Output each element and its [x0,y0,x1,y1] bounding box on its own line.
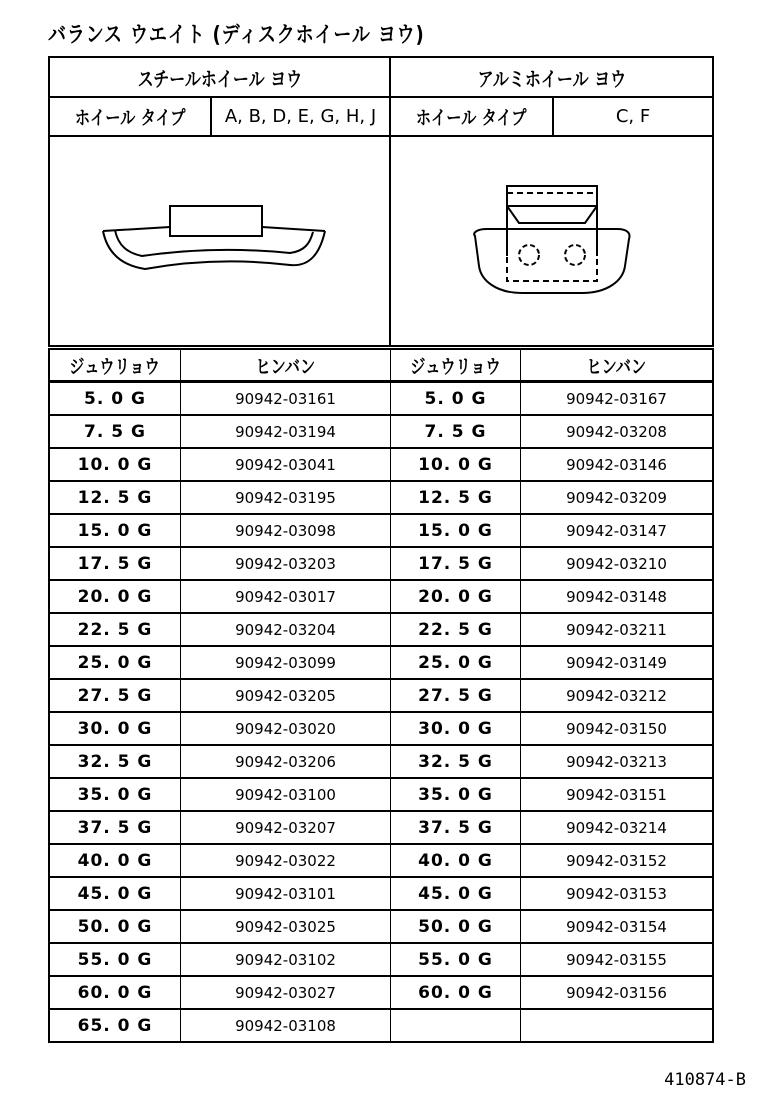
steel-weight-cell: 50. 0 G [49,910,181,943]
aluminum-wheel-header: アルミホイール ヨウ [390,57,713,97]
alu-part-number-cell: 90942-03147 [521,514,714,547]
column-header-alu-weight: ジュウリョウ [391,349,521,382]
steel-weight-cell: 35. 0 G [49,778,181,811]
steel-part-number-cell: 90942-03098 [181,514,391,547]
alu-weight-cell: 60. 0 G [391,976,521,1009]
alu-weight-cell: 37. 5 G [391,811,521,844]
steel-wheel-header: スチールホイール ヨウ [49,57,390,97]
alu-part-number-cell: 90942-03156 [521,976,714,1009]
alu-part-number-cell: 90942-03210 [521,547,714,580]
steel-weight-illustration-cell [49,136,390,346]
steel-weight-cell: 65. 0 G [49,1009,181,1042]
table-row [49,415,713,448]
alu-weight-cell: 30. 0 G [391,712,521,745]
steel-weight-cell: 25. 0 G [49,646,181,679]
steel-part-number-cell: 90942-03108 [181,1009,391,1042]
alloy-wheel-weight-icon [467,181,637,301]
alu-part-number-cell: 90942-03209 [521,481,714,514]
aluminum-type-label: ホイール タイプ [390,97,553,136]
steel-part-number-cell: 90942-03205 [181,679,391,712]
alu-weight-cell: 15. 0 G [391,514,521,547]
table-row [49,910,713,943]
column-header-steel-weight: ジュウリョウ [49,349,181,382]
steel-weight-cell: 17. 5 G [49,547,181,580]
document-id: 410874-B [664,1070,746,1090]
table-row [49,745,713,778]
alu-weight-cell: 7. 5 G [391,415,521,448]
steel-type-label: ホイール タイプ [49,97,211,136]
steel-weight-cell: 37. 5 G [49,811,181,844]
steel-weight-cell: 20. 0 G [49,580,181,613]
alu-weight-cell: 5. 0 G [391,382,521,416]
steel-weight-cell: 22. 5 G [49,613,181,646]
alu-weight-cell: 32. 5 G [391,745,521,778]
alu-part-number-cell: 90942-03212 [521,679,714,712]
alu-weight-cell: 45. 0 G [391,877,521,910]
table-row [49,712,713,745]
steel-part-number-cell: 90942-03025 [181,910,391,943]
steel-part-number-cell: 90942-03195 [181,481,391,514]
steel-weight-cell: 7. 5 G [49,415,181,448]
parts-table-header [49,349,713,382]
alu-weight-cell [391,1009,521,1042]
parts-table [48,348,714,1043]
table-row [49,448,713,481]
steel-part-number-cell: 90942-03020 [181,712,391,745]
alu-part-number-cell: 90942-03208 [521,415,714,448]
table-row [49,877,713,910]
column-header-steel-part-number: ヒンバン [181,349,391,382]
alu-part-number-cell: 90942-03148 [521,580,714,613]
steel-weight-cell: 12. 5 G [49,481,181,514]
steel-part-number-cell: 90942-03027 [181,976,391,1009]
alu-part-number-cell: 90942-03154 [521,910,714,943]
alu-part-number-cell: 90942-03155 [521,943,714,976]
alu-part-number-cell: 90942-03214 [521,811,714,844]
steel-type-value: A, B, D, E, G, H, J [211,97,390,136]
table-row [49,481,713,514]
steel-weight-cell: 40. 0 G [49,844,181,877]
alu-weight-cell: 22. 5 G [391,613,521,646]
steel-part-number-cell: 90942-03203 [181,547,391,580]
steel-part-number-cell: 90942-03017 [181,580,391,613]
alu-part-number-cell: 90942-03149 [521,646,714,679]
steel-weight-cell: 32. 5 G [49,745,181,778]
steel-weight-cell: 30. 0 G [49,712,181,745]
steel-part-number-cell: 90942-03099 [181,646,391,679]
steel-part-number-cell: 90942-03041 [181,448,391,481]
steel-part-number-cell: 90942-03207 [181,811,391,844]
alu-weight-cell: 27. 5 G [391,679,521,712]
steel-weight-cell: 10. 0 G [49,448,181,481]
alu-part-number-cell: 90942-03151 [521,778,714,811]
steel-weight-cell: 5. 0 G [49,382,181,416]
alu-weight-cell: 10. 0 G [391,448,521,481]
steel-part-number-cell: 90942-03206 [181,745,391,778]
alu-weight-cell: 25. 0 G [391,646,521,679]
table-row [49,943,713,976]
alu-part-number-cell [521,1009,714,1042]
table-row [49,844,713,877]
alu-part-number-cell: 90942-03211 [521,613,714,646]
alu-weight-cell: 17. 5 G [391,547,521,580]
alu-part-number-cell: 90942-03150 [521,712,714,745]
steel-weight-cell: 45. 0 G [49,877,181,910]
steel-part-number-cell: 90942-03194 [181,415,391,448]
table-row [49,1009,713,1042]
table-row [49,547,713,580]
table-row [49,976,713,1009]
steel-wheel-weight-icon [100,201,340,281]
table-row [49,382,713,416]
document-title: バランス ウエイト (ディスクホイール ヨウ) [48,23,425,48]
alu-part-number-cell: 90942-03167 [521,382,714,416]
table-row [49,613,713,646]
table-row [49,580,713,613]
table-row [49,514,713,547]
steel-weight-cell: 55. 0 G [49,943,181,976]
steel-weight-cell: 27. 5 G [49,679,181,712]
alu-weight-cell: 50. 0 G [391,910,521,943]
aluminum-weight-illustration-cell [390,136,713,346]
alu-weight-cell: 40. 0 G [391,844,521,877]
table-row [49,679,713,712]
steel-part-number-cell: 90942-03102 [181,943,391,976]
table-row [49,811,713,844]
column-header-alu-part-number: ヒンバン [521,349,714,382]
steel-part-number-cell: 90942-03100 [181,778,391,811]
steel-weight-cell: 15. 0 G [49,514,181,547]
steel-weight-cell: 60. 0 G [49,976,181,1009]
alu-part-number-cell: 90942-03153 [521,877,714,910]
table-row [49,778,713,811]
alu-weight-cell: 12. 5 G [391,481,521,514]
steel-part-number-cell: 90942-03204 [181,613,391,646]
steel-part-number-cell: 90942-03101 [181,877,391,910]
alu-weight-cell: 20. 0 G [391,580,521,613]
alu-part-number-cell: 90942-03152 [521,844,714,877]
alu-weight-cell: 35. 0 G [391,778,521,811]
table-row [49,646,713,679]
wheel-type-table [48,56,714,347]
aluminum-type-value: C, F [553,97,713,136]
steel-part-number-cell: 90942-03022 [181,844,391,877]
steel-part-number-cell: 90942-03161 [181,382,391,416]
alu-weight-cell: 55. 0 G [391,943,521,976]
alu-part-number-cell: 90942-03213 [521,745,714,778]
alu-part-number-cell: 90942-03146 [521,448,714,481]
